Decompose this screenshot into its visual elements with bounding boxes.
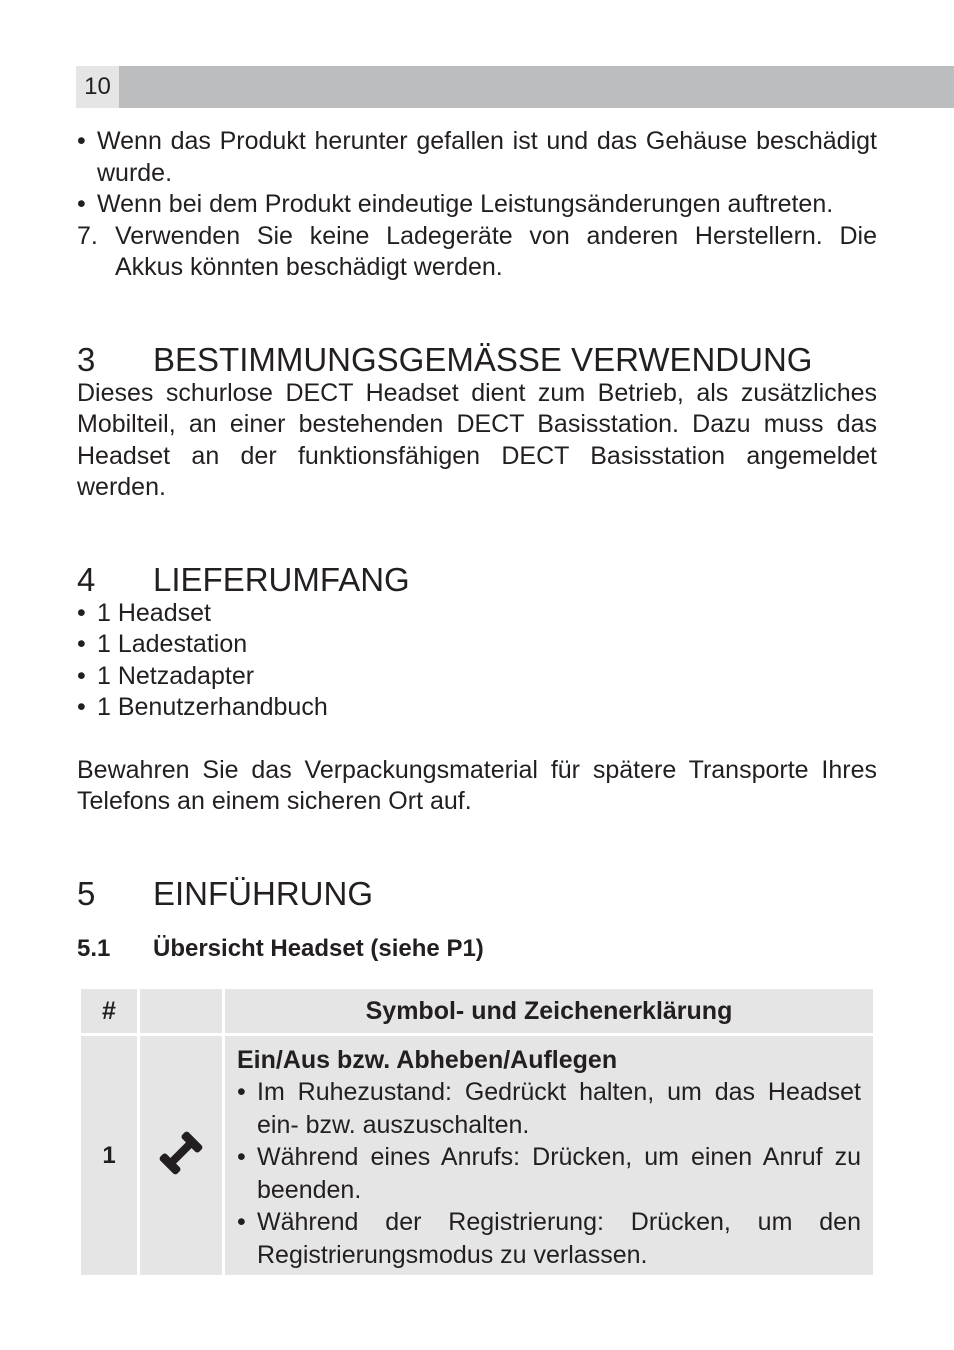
intro-bullet: • Wenn bei dem Produkt eindeutige Leistungsänderungen auftreten. (77, 189, 877, 221)
list-item: • 1 Headset (77, 598, 211, 627)
column-header-icon (140, 989, 222, 1033)
list-item: • 1 Benutzerhandbuch (77, 693, 328, 721)
header-bar (76, 66, 954, 108)
legend-table (78, 986, 876, 1278)
numbered-item-7: 7. Verwenden Sie keine Ladegeräte von anderen Herstellern. Die Akkus könnten beschädigt werden. (77, 221, 877, 281)
section-4-note: Bewahren Sie das Verpackungsmaterial für spätere Transporte Ihres Telefons an einem sicheren Ort auf. (77, 755, 877, 815)
bullet-mark: • (77, 127, 86, 155)
page-number: 10 (76, 66, 119, 108)
list-item: • 1 Ladestation (77, 630, 248, 658)
row-bullet: • Während eines Anrufs: Drücken, um einen Anruf zu beenden. (237, 1143, 861, 1204)
row-bullet: • Während der Registrierung: Drücken, um den Registrierungsmodus zu verlassen. (237, 1208, 861, 1269)
row-description (225, 1036, 873, 1275)
section-3-heading: 3 BESTIMMUNGSGEMÄSSE VERWENDUNG (77, 340, 813, 378)
column-header-number: # (81, 989, 137, 1033)
bullet-mark: • (77, 190, 86, 218)
list-item: • 1 Netzadapter (77, 661, 255, 690)
page-content (77, 126, 877, 964)
phone-handset-icon (155, 1127, 207, 1179)
row-title: Ein/Aus bzw. Abheben/Auflegen (237, 1046, 618, 1074)
intro-bullet: • Wenn das Produkt herunter gefallen ist und das Gehäuse beschädigt wurde. (77, 127, 877, 187)
table-header-row (81, 989, 873, 1033)
section-4-heading: 4 LIEFERUMFANG (77, 560, 410, 598)
row-icon-cell (140, 1036, 222, 1275)
section-3-body: Dieses schurlose DECT Headset dient zum Betrieb, als zusätzliches Mobilteil, an einer bestehenden DECT Basisstation. Dazu muss das Headset an der funktionsfähigen DECT Basisstation angemeldet werden. (77, 378, 877, 501)
section-5-1-heading: 5.1 Übersicht Headset (siehe P1) (77, 934, 484, 962)
row-number: 1 (81, 1036, 137, 1275)
column-header-description: Symbol- und Zeichenerklärung (225, 989, 873, 1033)
table-row (81, 1036, 873, 1275)
row-bullet: • Im Ruhezustand: Gedrückt halten, um das Headset ein- bzw. auszuschalten. (237, 1078, 861, 1139)
section-5-heading: 5 EINFÜHRUNG (77, 874, 373, 912)
